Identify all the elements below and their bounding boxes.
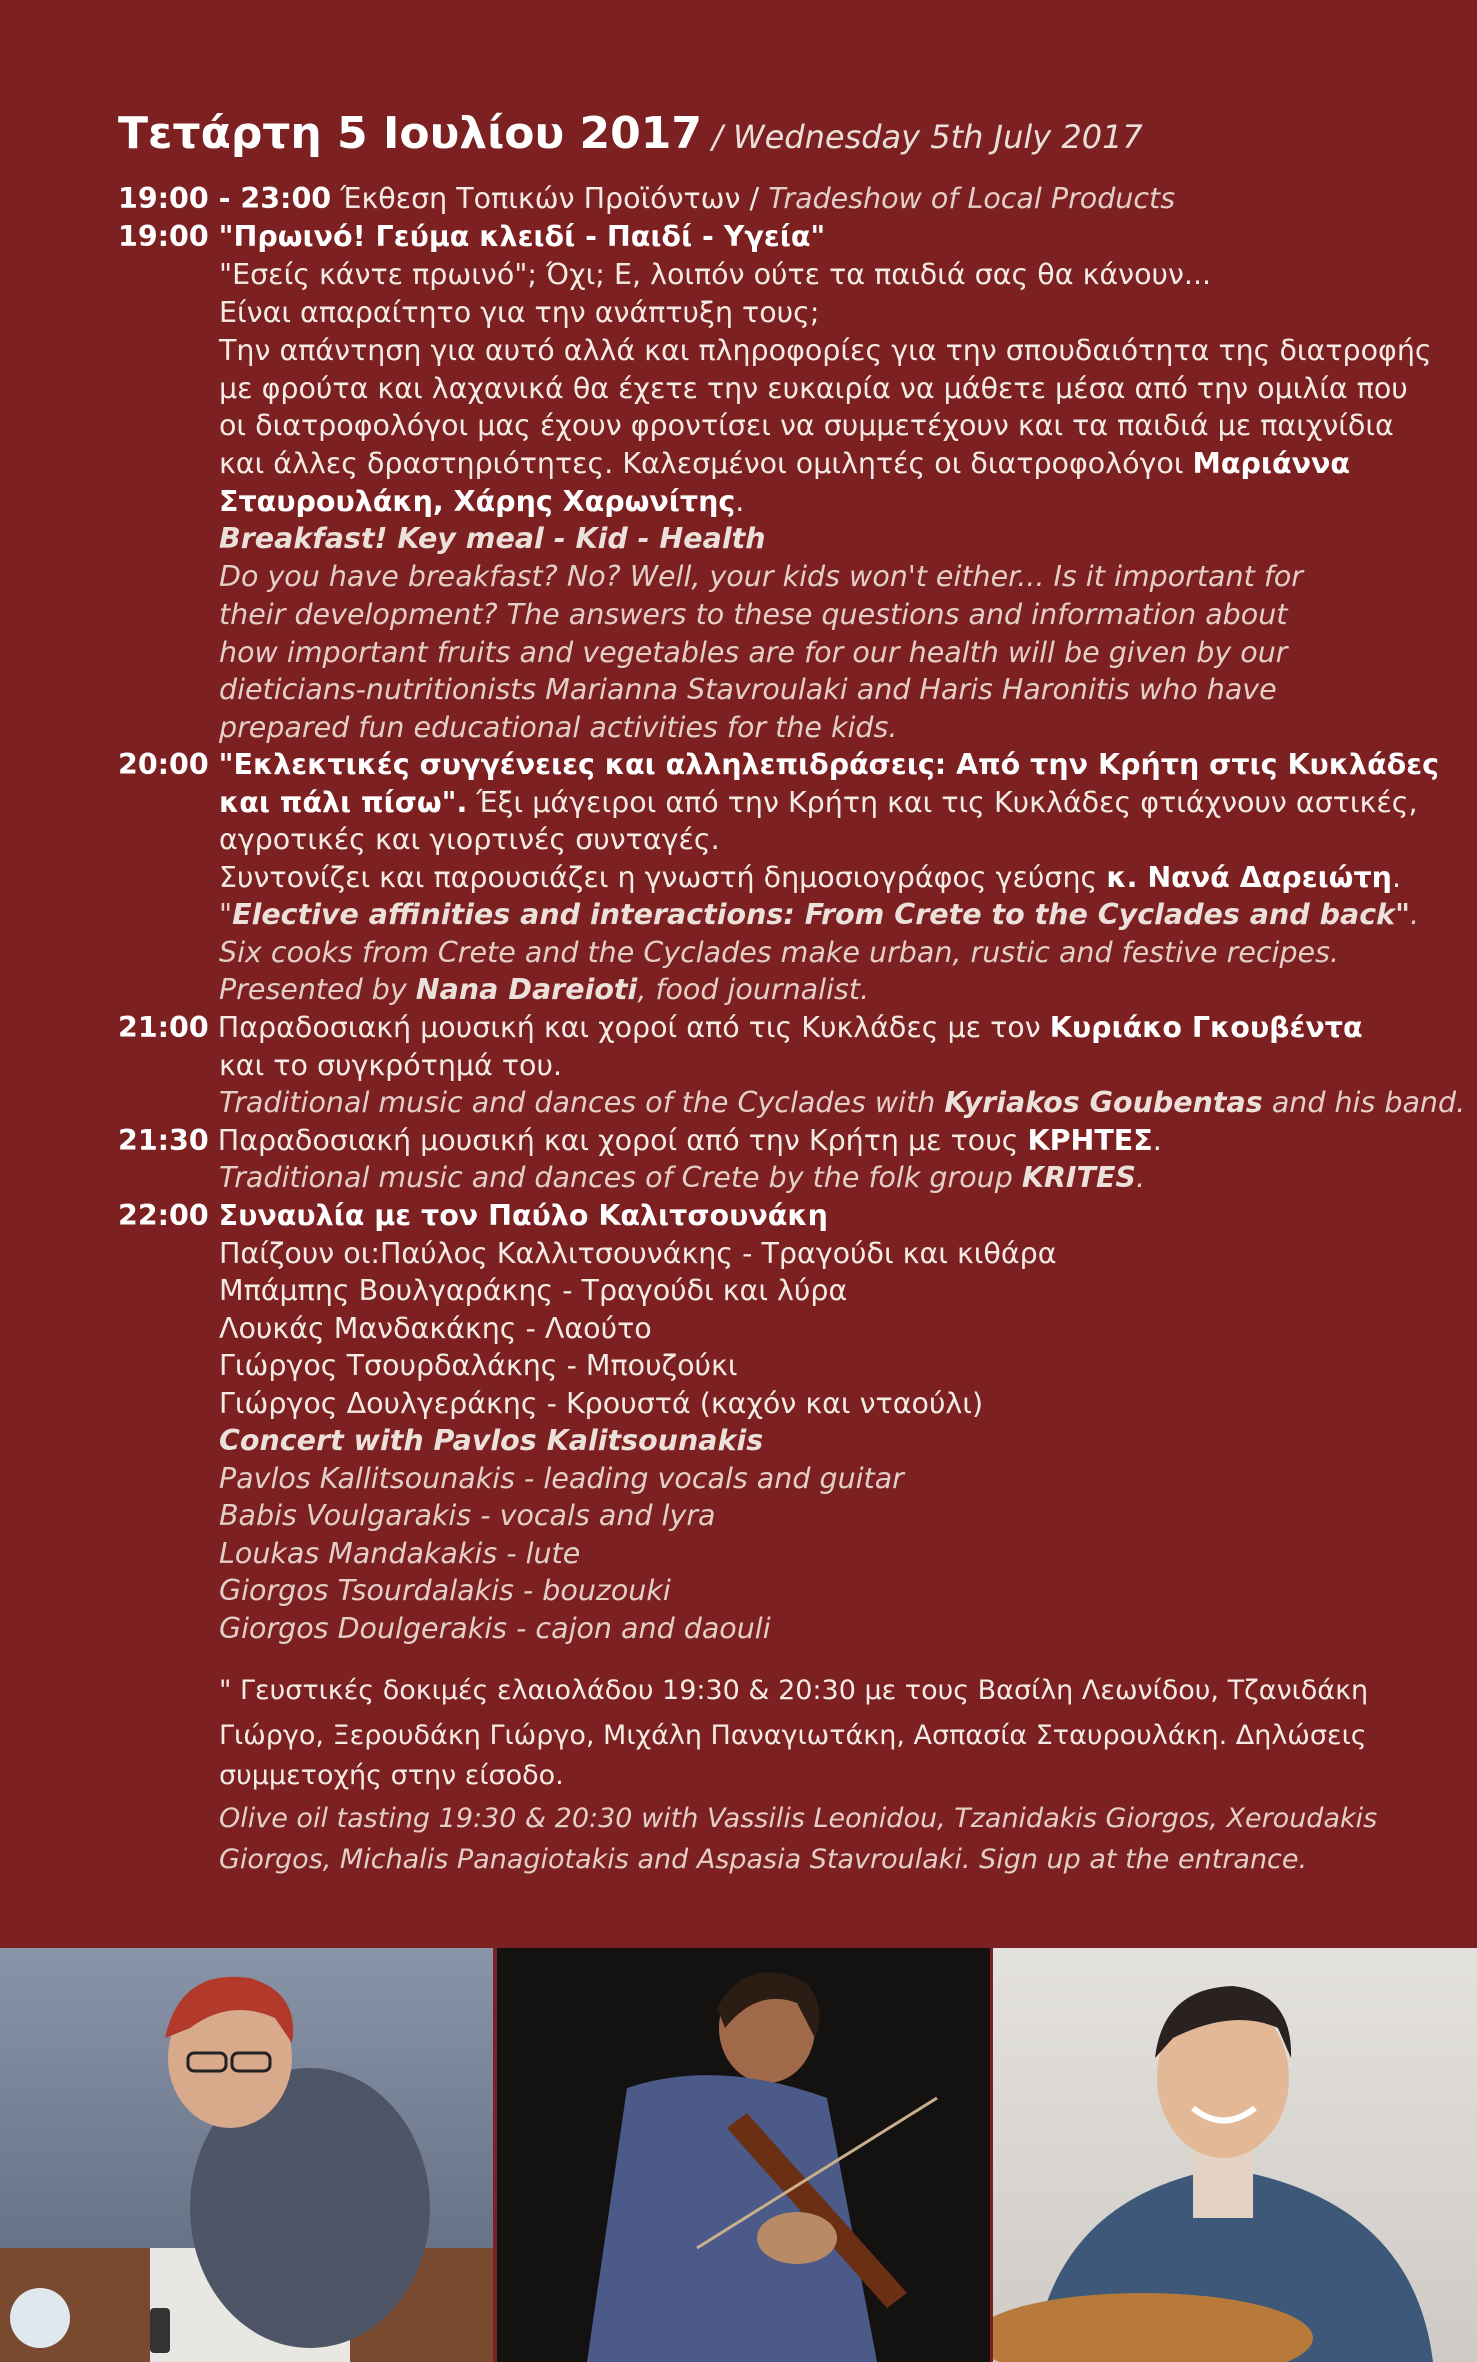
performer-name: Kyriakos Goubentas [944,1086,1263,1119]
event-affinities-heading [118,746,1439,784]
text: Traditional music and dances of Crete by the folk group [219,1161,1013,1194]
time-label: 21:00 [118,1011,209,1044]
event-title: "Εκλεκτικές συγγένειες και αλληλεπιδράσεις: Από την Κρήτη στις Κυκλάδες [218,748,1439,781]
text: . [1391,861,1401,894]
oil-tasting-line-en: Olive oil tasting 19:30 & 20:30 with Vassilis Leonidou, Tzanidakis Giorgos, Xeroudakis [219,1803,1378,1834]
paragraph-line-en: dieticians-nutritionists Marianna Stavroulaki and Haris Haronitis who have [219,673,1277,706]
musician-line: Λουκάς Μανδακάκης - Λαούτο [219,1312,652,1345]
event-text: Έκθεση Τοπικών Προϊόντων / [340,182,760,215]
speaker-name: Σταυρουλάκη, Χάρης Χαρωνίτης [219,485,736,518]
event-title: "Πρωινό! Γεύμα κλειδί - Παιδί - Υγεία" [218,220,826,253]
photo-strip [0,1948,1477,2362]
event-cyclades-music [118,1009,1363,1047]
time-label: 20:00 [118,748,209,781]
paragraph-line-en: their development? The answers to these questions and information about [219,598,1288,631]
text: " [219,898,233,931]
time-label: 19:00 - 23:00 [118,182,332,215]
paragraph-line: Είναι απαραίτητο για την ανάπτυξη τους; [219,296,820,329]
paragraph-line: Την απάντηση για αυτό αλλά και πληροφορίες για την σπουδαιότητα της διατροφής [219,334,1432,367]
paragraph-line: με φρούτα και λαχανικά θα έχετε την ευκαιρία να μάθετε μέσα από την ομιλία που [219,372,1408,405]
musician-line: Παίζουν οι:Παύλος Καλλιτσουνάκης - Τραγούδι και κιθάρα [219,1237,1057,1270]
text: Παραδοσιακή μουσική και χοροί από τις Κυκλάδες με τον [217,1011,1041,1044]
musician-line: Γιώργος Τσουρδαλάκης - Μπουζούκι [219,1349,738,1382]
event-title-en [219,896,1419,934]
musician-line-en: Babis Voulgarakis - vocals and lyra [219,1499,716,1532]
performer-name: ΚΡΗΤΕΣ [1027,1124,1153,1157]
text: Συντονίζει και παρουσιάζει η γνωστή δημοσιογράφος γεύσης [219,861,1098,894]
event-breakfast-heading [118,218,825,256]
presenter-name: Nana Dareioti [415,973,638,1006]
title-greek: Τετάρτη 5 Ιουλίου 2017 [118,108,702,159]
text: . [1152,1124,1162,1157]
performer-name: KRITES [1021,1161,1136,1194]
event-title-en: Breakfast! Key meal - Kid - Health [219,522,766,555]
time-label: 22:00 [118,1199,209,1232]
performer-name: Κυριάκο Γκουβέντα [1049,1011,1363,1044]
text: Traditional music and dances of the Cyclades with [219,1086,936,1119]
event-concert-heading [118,1197,828,1235]
paragraph-line: οι διατροφολόγοι μας έχουν φροντίσει να συμμετέχουν και τα παιδιά με παιχνίδια [219,409,1394,442]
text: Presented by [219,973,407,1006]
title-en: Elective affinities and interactions: From Crete to the Cyclades and back" [232,898,1410,931]
event-title: Συναυλία με τον Παύλο Καλιτσουνάκη [218,1199,828,1232]
text: , food journalist. [637,973,870,1006]
event-crete-music [118,1122,1162,1160]
paragraph-line [219,784,1418,822]
paragraph-line-en: how important fruits and vegetables are for our health will be given by our [219,636,1288,669]
musician-line-en: Giorgos Doulgerakis - cajon and daouli [219,1612,771,1645]
presenter-name: κ. Νανά Δαρειώτη [1106,861,1392,894]
event-tradeshow [118,180,1175,218]
text: Παραδοσιακή μουσική και χοροί από την Κρήτη με τους [217,1124,1019,1157]
paragraph-line: και το συγκρότημά του. [219,1049,563,1082]
paragraph-line [219,445,1350,483]
paragraph-line-en: Do you have breakfast? No? Well, your kids won't either... Is it important for [219,560,1304,593]
time-label: 21:30 [118,1124,209,1157]
text: και άλλες δραστηριότητες. Καλεσμένοι ομιλητές οι διατροφολόγοι [219,447,1184,480]
text: . [1135,1161,1146,1194]
photo-singer [993,1948,1477,2362]
speaker-name: Μαριάννα [1192,447,1350,480]
paragraph-line: "Εσείς κάντε πρωινό"; Όχι; Ε, λοιπόν ούτε τα παιδιά σας θα κάνουν... [219,258,1212,291]
paragraph-line-en: Six cooks from Crete and the Cyclades make urban, rustic and festive recipes. [219,936,1339,969]
event-text-en: Tradeshow of Local Products [768,182,1176,215]
musician-line-en: Pavlos Kallitsounakis - leading vocals and guitar [219,1462,904,1495]
paragraph-line-en [219,971,869,1009]
paragraph-line-en: prepared fun educational activities for the kids. [219,711,898,744]
text: . [735,485,745,518]
paragraph-line-en [219,1159,1145,1197]
text: Έξι μάγειροι από την Κρήτη και τις Κυκλάδες φτιάχνουν αστικές, [476,786,1418,819]
musician-line-en: Loukas Mandakakis - lute [219,1537,581,1570]
paragraph-line [219,483,744,521]
oil-tasting-line: Γιώργο, Ξερουδάκη Γιώργο, Μιχάλη Παναγιωτάκη, Ασπασία Σταυρουλάκη. Δηλώσεις [219,1720,1367,1751]
paragraph-line [219,859,1401,897]
photo-nutritionist [0,1948,493,2362]
musician-line: Μπάμπης Βουλγαράκης - Τραγούδι και λύρα [219,1274,848,1307]
text: and his band. [1271,1086,1466,1119]
photo-musician [497,1948,990,2362]
event-title: και πάλι πίσω". [219,786,468,819]
page-title [118,108,1143,159]
event-title-en: Concert with Pavlos Kalitsounakis [219,1424,764,1457]
text: . [1409,898,1419,931]
paragraph-line: αγροτικές και γιορτινές συνταγές. [219,823,720,856]
oil-tasting-line: " Γευστικές δοκιμές ελαιολάδου 19:30 & 20:30 με τους Βασίλη Λεωνίδου, Τζανιδάκη [219,1675,1369,1706]
oil-tasting-line-en: Giorgos, Michalis Panagiotakis and Aspasia Stavroulaki. Sign up at the entrance. [219,1844,1308,1875]
title-english: / Wednesday 5th July 2017 [712,118,1143,156]
oil-tasting-line: συμμετοχής στην είσοδο. [219,1760,564,1791]
time-label: 19:00 [118,220,209,253]
musician-line: Γιώργος Δουλγεράκης - Κρουστά (καχόν και νταούλι) [219,1387,984,1420]
paragraph-line-en [219,1084,1465,1122]
musician-line-en: Giorgos Tsourdalakis - bouzouki [219,1574,671,1607]
